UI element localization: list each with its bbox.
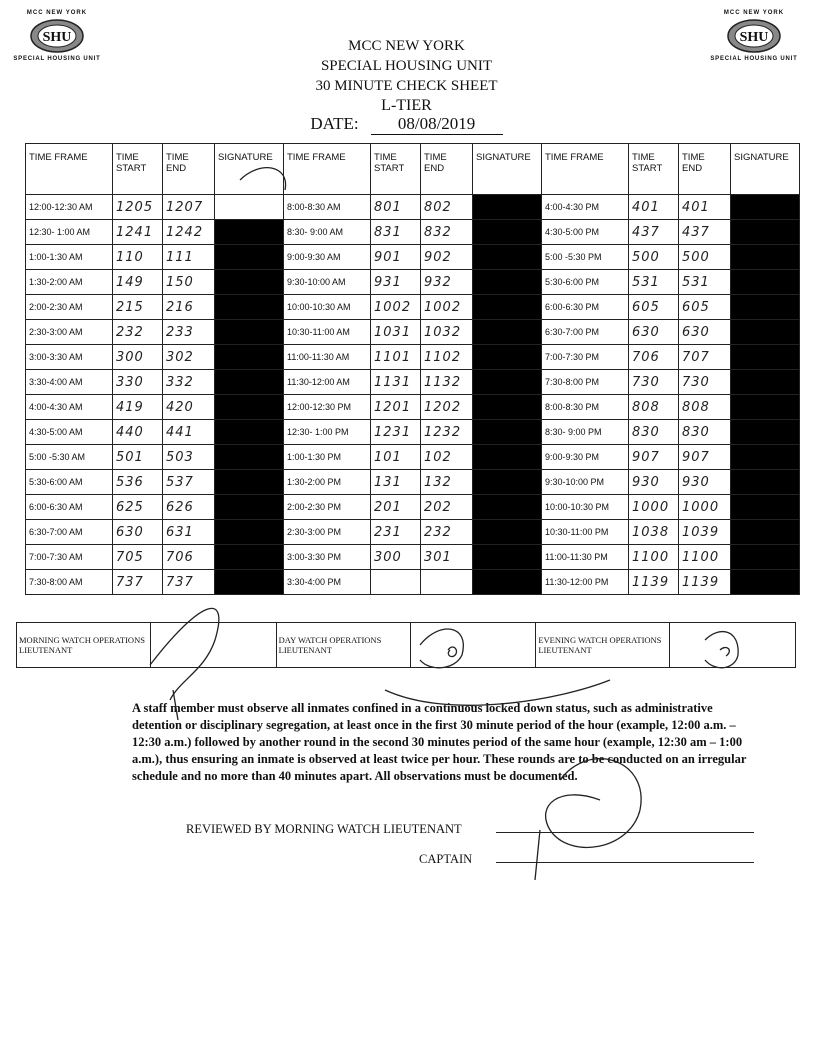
time-start-cell: 1038: [629, 520, 679, 545]
time-start-cell: 1100: [629, 545, 679, 570]
time-end-cell: 706: [163, 545, 215, 570]
time-frame-cell: 4:00-4:30 PM: [542, 195, 629, 220]
header-sheet-title: 30 MINUTE CHECK SHEET: [315, 78, 498, 94]
time-end-cell: 832: [421, 220, 473, 245]
time-frame-cell: 4:30-5:00 PM: [542, 220, 629, 245]
time-end-cell: 1232: [421, 420, 473, 445]
time-frame-cell: 7:30-8:00 PM: [542, 370, 629, 395]
time-end-cell: 631: [163, 520, 215, 545]
time-end-cell: 737: [163, 570, 215, 595]
time-start-cell: 536: [113, 470, 163, 495]
time-start-cell: 901: [371, 245, 421, 270]
time-frame-cell: 2:30-3:00 PM: [284, 520, 371, 545]
header-signature: SIGNATURE: [473, 144, 542, 195]
evening-watch-label: EVENING WATCH OPERATIONS LIEUTENANT: [536, 623, 670, 668]
time-frame-cell: 9:30-10:00 AM: [284, 270, 371, 295]
time-frame-cell: 12:00-12:30 AM: [26, 195, 113, 220]
time-frame-cell: 8:00-8:30 AM: [284, 195, 371, 220]
time-start-cell: 215: [113, 295, 163, 320]
time-frame-cell: 2:00-2:30 AM: [26, 295, 113, 320]
time-end-cell: 730: [679, 370, 731, 395]
time-frame-cell: 5:00 -5:30 AM: [26, 445, 113, 470]
time-end-cell: 332: [163, 370, 215, 395]
time-frame-cell: 6:00-6:30 PM: [542, 295, 629, 320]
time-frame-cell: 4:00-4:30 AM: [26, 395, 113, 420]
time-start-cell: 1231: [371, 420, 421, 445]
time-start-cell: 330: [113, 370, 163, 395]
time-start-cell: 605: [629, 295, 679, 320]
time-start-cell: 907: [629, 445, 679, 470]
time-frame-cell: 3:30-4:00 PM: [284, 570, 371, 595]
time-frame-cell: 8:30- 9:00 AM: [284, 220, 371, 245]
day-watch-label: DAY WATCH OPERATIONS LIEUTENANT: [276, 623, 410, 668]
time-start-cell: 531: [629, 270, 679, 295]
time-start-cell: 930: [629, 470, 679, 495]
time-frame-cell: 12:30- 1:00 PM: [284, 420, 371, 445]
morning-watch-label: MORNING WATCH OPERATIONS LIEUTENANT: [17, 623, 151, 668]
logo-top-text: MCC NEW YORK: [723, 10, 785, 16]
time-end-cell: 437: [679, 220, 731, 245]
time-end-cell: 202: [421, 495, 473, 520]
time-end-cell: 707: [679, 345, 731, 370]
time-start-cell: 931: [371, 270, 421, 295]
time-frame-cell: 1:00-1:30 AM: [26, 245, 113, 270]
time-frame-cell: 10:00-10:30 PM: [542, 495, 629, 520]
time-frame-cell: 2:00-2:30 PM: [284, 495, 371, 520]
time-frame-cell: 1:00-1:30 PM: [284, 445, 371, 470]
time-frame-cell: 5:30-6:00 AM: [26, 470, 113, 495]
time-start-cell: 101: [371, 445, 421, 470]
header-time-frame: TIME FRAME: [284, 144, 371, 195]
time-start-cell: 630: [113, 520, 163, 545]
time-start-cell: 706: [629, 345, 679, 370]
header-time-frame: TIME FRAME: [542, 144, 629, 195]
time-start-cell: 831: [371, 220, 421, 245]
logo-bottom-text: SPECIAL HOUSING UNIT: [13, 56, 101, 62]
time-end-cell: 1039: [679, 520, 731, 545]
time-end-cell: 1202: [421, 395, 473, 420]
time-start-cell: 1205: [113, 195, 163, 220]
time-frame-cell: 7:30-8:00 AM: [26, 570, 113, 595]
time-frame-cell: 1:30-2:00 AM: [26, 270, 113, 295]
time-frame-cell: 6:30-7:00 PM: [542, 320, 629, 345]
time-start-cell: 501: [113, 445, 163, 470]
time-end-cell: 932: [421, 270, 473, 295]
time-frame-cell: 7:00-7:30 AM: [26, 545, 113, 570]
time-frame-cell: 3:00-3:30 AM: [26, 345, 113, 370]
time-end-cell: 1207: [163, 195, 215, 220]
time-end-cell: 111: [163, 245, 215, 270]
header-unit: SPECIAL HOUSING UNIT: [320, 58, 493, 74]
time-end-cell: 531: [679, 270, 731, 295]
time-end-cell: 216: [163, 295, 215, 320]
time-end-cell: 907: [679, 445, 731, 470]
header-time-end: TIME END: [421, 144, 473, 195]
time-frame-cell: 11:30-12:00 PM: [542, 570, 629, 595]
time-end-cell: 401: [679, 195, 731, 220]
time-frame-cell: 6:00-6:30 AM: [26, 495, 113, 520]
time-start-cell: 300: [371, 545, 421, 570]
time-start-cell: 1201: [371, 395, 421, 420]
time-start-cell: 730: [629, 370, 679, 395]
time-start-cell: 737: [113, 570, 163, 595]
time-frame-cell: 10:00-10:30 AM: [284, 295, 371, 320]
reviewed-by-label: REVIEWED BY MORNING WATCH LIEUTENANT: [186, 822, 462, 836]
time-frame-cell: 5:30-6:00 PM: [542, 270, 629, 295]
time-frame-cell: 10:30-11:00 AM: [284, 320, 371, 345]
header-time-end: TIME END: [679, 144, 731, 195]
time-frame-cell: 4:30-5:00 AM: [26, 420, 113, 445]
time-start-cell: 1031: [371, 320, 421, 345]
header-time-start: TIME START: [629, 144, 679, 195]
time-end-cell: 503: [163, 445, 215, 470]
time-frame-cell: 11:00-11:30 PM: [542, 545, 629, 570]
date-label: DATE:: [310, 114, 359, 133]
time-end-cell: 537: [163, 470, 215, 495]
captain-label: CAPTAIN: [419, 852, 473, 866]
date-value: 08/08/2019: [371, 114, 503, 135]
time-end-cell: 500: [679, 245, 731, 270]
header-time-start: TIME START: [113, 144, 163, 195]
time-start-cell: 232: [113, 320, 163, 345]
time-end-cell: 1032: [421, 320, 473, 345]
time-start-cell: 808: [629, 395, 679, 420]
time-end-cell: 233: [163, 320, 215, 345]
time-start-cell: 1101: [371, 345, 421, 370]
header-tier: L-TIER: [381, 97, 432, 114]
time-end-cell: 1100: [679, 545, 731, 570]
header-facility: MCC NEW YORK: [348, 38, 465, 54]
time-end-cell: 1132: [421, 370, 473, 395]
time-frame-cell: 9:00-9:30 AM: [284, 245, 371, 270]
time-frame-cell: 11:00-11:30 AM: [284, 345, 371, 370]
time-frame-cell: 3:00-3:30 PM: [284, 545, 371, 570]
time-end-cell: 1102: [421, 345, 473, 370]
time-frame-cell: 1:30-2:00 PM: [284, 470, 371, 495]
time-start-cell: 300: [113, 345, 163, 370]
time-end-cell: 102: [421, 445, 473, 470]
time-start-cell: 1002: [371, 295, 421, 320]
time-frame-cell: 12:30- 1:00 AM: [26, 220, 113, 245]
time-end-cell: 808: [679, 395, 731, 420]
time-end-cell: 441: [163, 420, 215, 445]
time-start-cell: 1131: [371, 370, 421, 395]
time-frame-cell: 7:00-7:30 PM: [542, 345, 629, 370]
time-end-cell: 420: [163, 395, 215, 420]
time-end-cell: 802: [421, 195, 473, 220]
time-end-cell: 1002: [421, 295, 473, 320]
time-start-cell: 1139: [629, 570, 679, 595]
time-start-cell: 630: [629, 320, 679, 345]
emblem-text: SHU: [42, 30, 72, 45]
time-start-cell: 801: [371, 195, 421, 220]
header-time-start: TIME START: [371, 144, 421, 195]
time-start-cell: 500: [629, 245, 679, 270]
time-end-cell: 301: [421, 545, 473, 570]
time-start-cell: 437: [629, 220, 679, 245]
header-signature: SIGNATURE: [215, 144, 284, 195]
header-time-frame: TIME FRAME: [26, 144, 113, 195]
time-start-cell: 705: [113, 545, 163, 570]
time-frame-cell: 8:30- 9:00 PM: [542, 420, 629, 445]
time-start-cell: 201: [371, 495, 421, 520]
logo-bottom-text: SPECIAL HOUSING UNIT: [710, 56, 798, 62]
time-start-cell: 401: [629, 195, 679, 220]
time-end-cell: 605: [679, 295, 731, 320]
time-end-cell: 630: [679, 320, 731, 345]
time-frame-cell: 10:30-11:00 PM: [542, 520, 629, 545]
time-start-cell: 830: [629, 420, 679, 445]
time-end-cell: 1000: [679, 495, 731, 520]
time-frame-cell: 3:30-4:00 AM: [26, 370, 113, 395]
time-frame-cell: 2:30-3:00 AM: [26, 320, 113, 345]
logo-top-text: MCC NEW YORK: [26, 10, 88, 16]
header-time-end: TIME END: [163, 144, 215, 195]
time-frame-cell: 9:30-10:00 PM: [542, 470, 629, 495]
time-frame-cell: 6:30-7:00 AM: [26, 520, 113, 545]
time-start-cell: 231: [371, 520, 421, 545]
time-end-cell: 902: [421, 245, 473, 270]
time-start-cell: 1241: [113, 220, 163, 245]
time-end-cell: 1242: [163, 220, 215, 245]
policy-paragraph: A staff member must observe all inmates confined in a continuous locked down status, such as administrative detention or disciplinary segregation, at least once in the first 30 minute period of the hour (example, 12:00 a.m. – 12:30 a.m.) followed by another round in the second 30 minutes period of the same hour (example, 12:30 am – 1:00 a.m.), thus ensuring an inmate is observed at least twice per hour. These rounds are to be conducted on an irregular schedule and no more than 40 minutes apart. All observations must be documented.: [132, 701, 747, 783]
time-end-cell: 626: [163, 495, 215, 520]
time-start-cell: 419: [113, 395, 163, 420]
time-end-cell: 302: [163, 345, 215, 370]
time-frame-cell: 9:00-9:30 PM: [542, 445, 629, 470]
time-frame-cell: 8:00-8:30 PM: [542, 395, 629, 420]
time-end-cell: 930: [679, 470, 731, 495]
time-frame-cell: 11:30-12:00 AM: [284, 370, 371, 395]
time-start-cell: 440: [113, 420, 163, 445]
time-start-cell: 110: [113, 245, 163, 270]
time-end-cell: 132: [421, 470, 473, 495]
time-frame-cell: 5:00 -5:30 PM: [542, 245, 629, 270]
time-frame-cell: 12:00-12:30 PM: [284, 395, 371, 420]
emblem-text: SHU: [739, 30, 769, 45]
time-end-cell: 150: [163, 270, 215, 295]
time-end-cell: 1139: [679, 570, 731, 595]
time-start-cell: 1000: [629, 495, 679, 520]
time-start-cell: 625: [113, 495, 163, 520]
header-signature: SIGNATURE: [731, 144, 800, 195]
time-start-cell: 131: [371, 470, 421, 495]
time-end-cell: 830: [679, 420, 731, 445]
time-start-cell: 149: [113, 270, 163, 295]
time-end-cell: 232: [421, 520, 473, 545]
